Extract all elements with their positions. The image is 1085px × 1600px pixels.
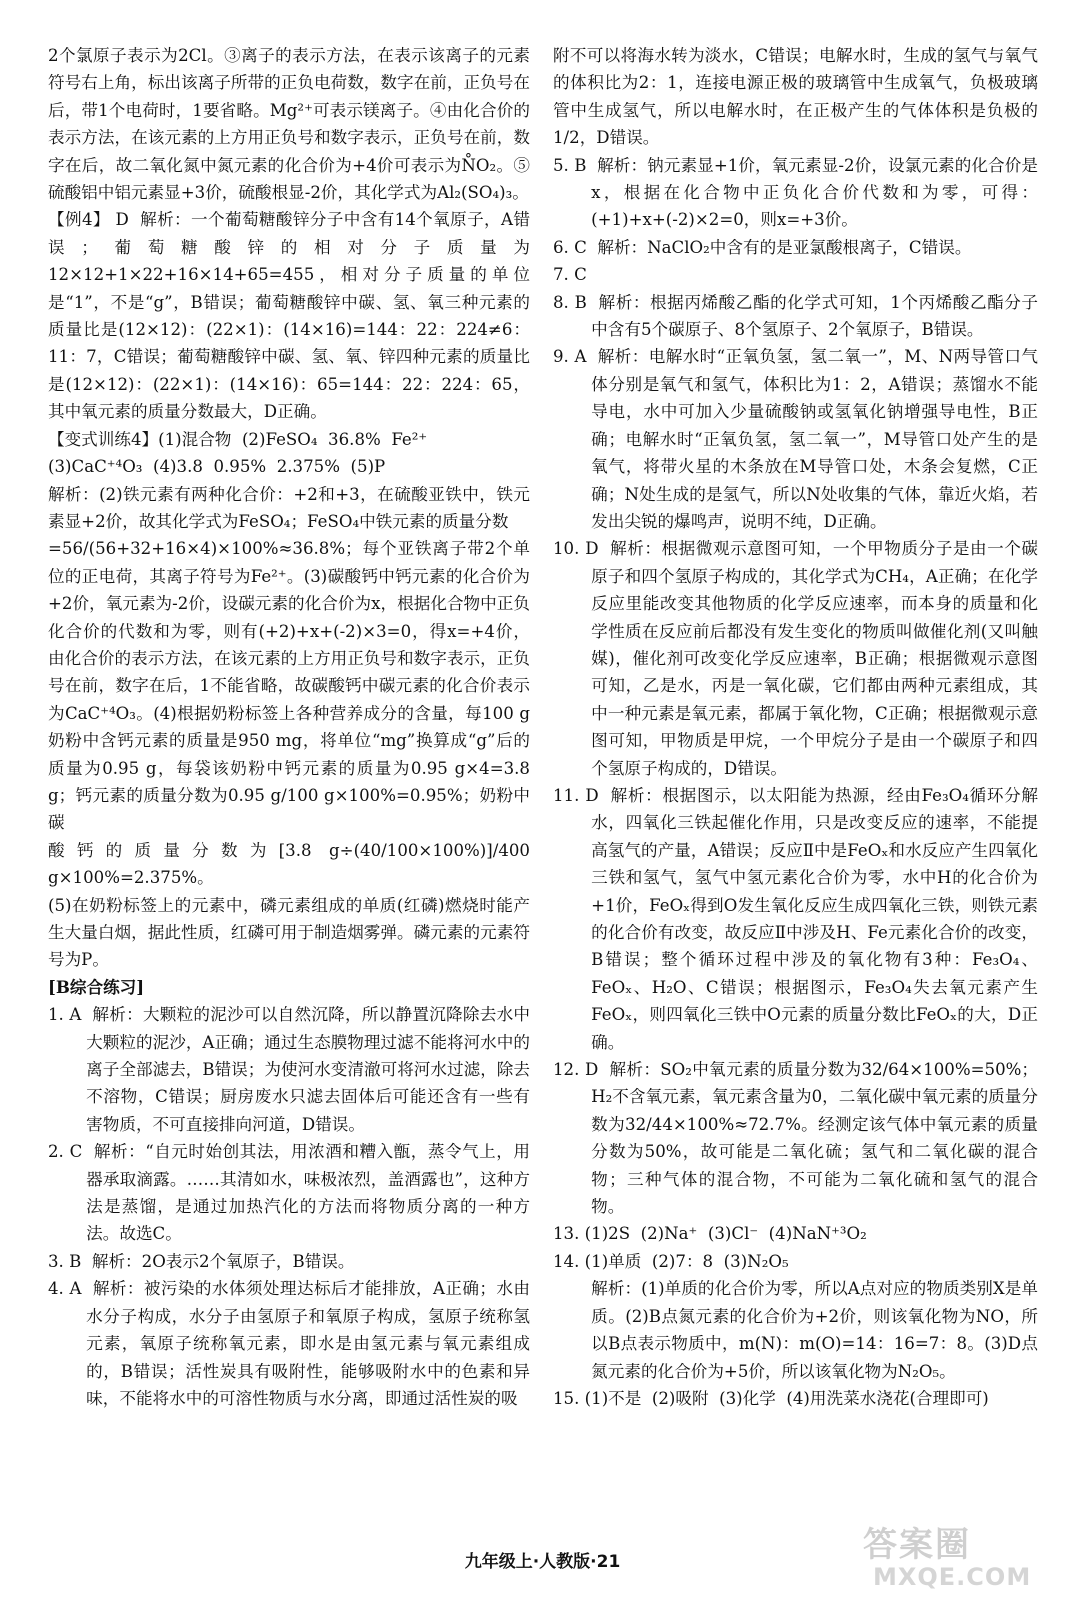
page-footer: 九年级上·人教版·21: [464, 1552, 621, 1572]
left-paragraph-10: 2. C 解析：“自元时始创其法，用浓酒和糟入甑，蒸令气上，用器承取滴露。……其清如水，味极浓烈，盖酒露也”，这种方法是蒸馏，是通过加热汽化的方法而将物质分离的一种方法。故选C。: [48, 1142, 530, 1244]
right-paragraph-10: 14. (1)单质 (2)7：8 (3)N₂O₅ 解析：(1)单质的化合价为零，所以A点对应的物质类别X是单质。(2)B点氮元素的化合价为+2价，则该氧化物为NO，所以B点表示物质中，m(N)：m(O)=14：16=7：8。(3)D点氮元素的化合价为+5价，所以该氧化物为N₂O₅。: [553, 1251, 1038, 1381]
right-paragraph-3: 7. C: [553, 265, 587, 285]
right-paragraph-0: 附不可以将海水转为淡水，C错误；电解水时，生成的氢气与氧气的体积比为2：1，连接电源正极的玻璃管中生成氧气，负极玻璃管中生成氢气，所以电解水时，在正极产生的气体体积是负极的1/2，D错误。: [553, 46, 1038, 148]
right-paragraph-9: 13. (1)2S (2)Na⁺ (3)Cl⁻ (4)NaN⁺³O₂: [553, 1224, 867, 1244]
left-paragraph-7: (5)在奶粉标签上的元素中，磷元素组成的单质(红磷)燃烧时能产生大量白烟，据此性质，红磷可用于制造烟雾弹。磷元素的元素符号为P。: [48, 895, 530, 970]
left-paragraph-9: 1. A 解析：大颗粒的泥沙可以自然沉降，所以静置沉降除去水中大颗粒的泥沙，A正确；通过生态膜物理过滤不能将河水中的离子全部滤去，B错误；为使河水变清澈可将河水过滤，除去不溶物，C错误；厨房废水只滤去固体后可能还含有一些有害物质，不可直接排向河道，D错误。: [48, 1005, 530, 1134]
left-paragraph-0: 2个氯原子表示为2Cl。③离子的表示方法，在表示该离子的元素符号右上角，标出该离子所带的正负电荷数，数字在前，正负号在后，带1个电荷时，1要省略。Mg²⁺可表示镁离子。④由化合价的表示方法，在该元素的上方用正负号和数字表示，正负号在前，数字在后，故二氧化氮中氮元素的化合价为+4价可表示为N̊O₂。⑤硫酸铝中铝元素显+3价，硫酸根显-2价，其化学式为Al₂(SO₄)₃。: [48, 46, 530, 203]
right-paragraph-8: 12. D 解析：SO₂中氧元素的质量分数为32/64×100%=50%；H₂不含氧元素，氧元素含量为0，二氧化碳中氧元素的质量分数为32/44×100%≈72.7%。经测定该气体中氧元素的质量分数为50%，故可能是二氧化硫；氢气和二氧化碳的混合物；三种气体的混合物，不可能为二氧化硫和氢气的混合物。: [553, 1060, 1038, 1217]
left-paragraph-6: 酸钙的质量分数为[3.8 g÷(40/100×100%)]/400 g×100%=2.375%。: [48, 840, 536, 888]
left-paragraph-1: 【例4】 D 解析：一个葡萄糖酸锌分子中含有14个氧原子，A错误；葡萄糖酸锌的相对分子质量为12×12+1×22+16×14+65=455，相对分子质量的单位是“1”，不是“g”，B错误；葡萄糖酸锌中碳、氢、氧三种元素的质量比是(12×12)：(22×1)：(14×16)=144：22：224≠6：11：7，C错误；葡萄糖酸锌中碳、氢、氧、锌四种元素的质量比是(12×12)：(22×1)：(14×16)：65=144：22：224：65，其中氧元素的质量分数最大，D正确。: [48, 210, 530, 422]
right-paragraph-7: 11. D 解析：根据图示，以太阳能为热源，经由Fe₃O₄循环分解水，四氧化三铁起催化作用，只是改变反应的速率，不能提高氢气的产量，A错误；反应Ⅱ中是FeOₓ和水反应产生四氧化三铁和氢气，氢气中氢元素化合价为零，水中H的化合价为+1价，FeOₓ得到O发生氧化反应生成四氧化三铁，则铁元素的化合价有改变，故反应Ⅱ中涉及H、Fe元素化合价的改变，B错误；整个循环过程中涉及的氧化物有3种：Fe₃O₄、FeOₓ、H₂O、C错误；根据图示，Fe₃O₄失去氧元素产生FeOₓ，则四氧化三铁中O元素的质量分数比FeOₓ的大，D正确。: [553, 785, 1038, 1052]
left-paragraph-4: 解析：(2)铁元素有两种化合价：+2和+3，在硫酸亚铁中，铁元素显+2价，故其化学式为FeSO₄；FeSO₄中铁元素的质量分数: [48, 484, 530, 531]
right-paragraph-5: 9. A 解析：电解水时“正氧负氢，氢二氧一”，M、N两导管口气体分别是氧气和氢气，体积比为1：2，A错误；蒸馏水不能导电，水中可加入少量硫酸钠或氢氧化钠增强导电性，B正确；电解水时“正氧负氢，氢二氧一”，M导管口处产生的是氧气，将带火星的木条放在M导管口处，木条会复燃，C正确；N处生成的是氢气，所以N处收集的气体，靠近火焰，若发出尖锐的爆鸣声，说明不纯，D正确。: [553, 347, 1038, 531]
watermark-text: 答案圈: [863, 1525, 971, 1565]
left-paragraph-5: =56/(56+32+16×4)×100%≈36.8%；每个亚铁离子带2个单位的正电荷，其离子符号为Fe²⁺。(3)碳酸钙中钙元素的化合价为+2价，氧元素为-2价，设碳元素的化合价为x，根据化合物中正负化合价的代数和为零，则有(+2)+x+(-2)×3=0，得x=+4价，由化合价的表示方法，在该元素的上方用正负号和数字表示，正负号在前，数字在后，1不能省略，故碳酸钙中碳元素的化合价表示为CaC⁺⁴O₃。(4)根据奶粉标签上各种营养成分的含量，每100 g奶粉中含钙元素的质量是950 mg，将单位“mg”换算成“g”后的质量为0.95 g，每袋该奶粉中钙元素的质量为0.95 g×4=3.8 g；钙元素的质量分数为0.95 g/100 g×100%=0.95%；奶粉中碳: [48, 539, 536, 833]
right-paragraph-11: 15. (1)不是 (2)吸附 (3)化学 (4)用洗菜水浇花(合理即可): [553, 1388, 989, 1408]
left-paragraph-3: (3)CaC⁺⁴O₃ (4)3.8 0.95% 2.375% (5)P: [48, 457, 386, 477]
left-paragraph-2: 【变式训练4】(1)混合物 (2)FeSO₄ 36.8% Fe²⁺: [48, 429, 428, 449]
right-column: [553, 42, 1038, 1412]
watermark-logo: [855, 1515, 1065, 1593]
watermark-url: MXQE.COM: [873, 1563, 1032, 1591]
left-paragraph-11: 3. B 解析：2O表示2个氧原子，B错误。: [48, 1251, 355, 1271]
right-paragraph-1: 5. B 解析：钠元素显+1价，氧元素显-2价，设氯元素的化合价是x，根据在化合物中正负化合价代数和为零，可得：(+1)+x+(-2)×2=0，则x=+3价。: [553, 155, 1038, 230]
right-paragraph-4: 8. B 解析：根据丙烯酸乙酯的化学式可知，1个丙烯酸乙酯分子中含有5个碳原子、8个氢原子、2个氧原子，B错误。: [553, 292, 1038, 340]
left-paragraph-8: [B综合练习]: [48, 976, 145, 997]
right-paragraph-2: 6. C 解析：NaClO₂中含有的是亚氯酸根离子，C错误。: [553, 237, 972, 257]
right-paragraph-6: 10. D 解析：根据微观示意图可知，一个甲物质分子是由一个碳原子和四个氢原子构成的，其化学式为CH₄，A正确；在化学反应里能改变其他物质的化学反应速率，而本身的质量和化学性质在反应前后都没有发生变化的物质叫做催化剂(又叫触媒)，催化剂可改变化学反应速率，B正确；根据微观示意图可知，乙是水，丙是一氧化碳，它们都由两种元素组成，其中一种元素是氧元素，都属于氧化物，C正确；根据微观示意图可知，甲物质是甲烷，一个甲烷分子是由一个碳原子和四个氢原子构成的，D错误。: [553, 539, 1038, 778]
left-paragraph-12: 4. A 解析：被污染的水体须处理达标后才能排放，A正确；水由水分子构成，水分子由氢原子和氧原子构成，氢原子统称氢元素，氧原子统称氧元素，即水是由氢元素与氧元素组成的，B错误；活性炭具有吸附性，能够吸附水中的色素和异味，不能将水中的可溶性物质与水分离，即通过活性炭的吸: [48, 1279, 530, 1408]
left-column: [48, 42, 536, 1412]
